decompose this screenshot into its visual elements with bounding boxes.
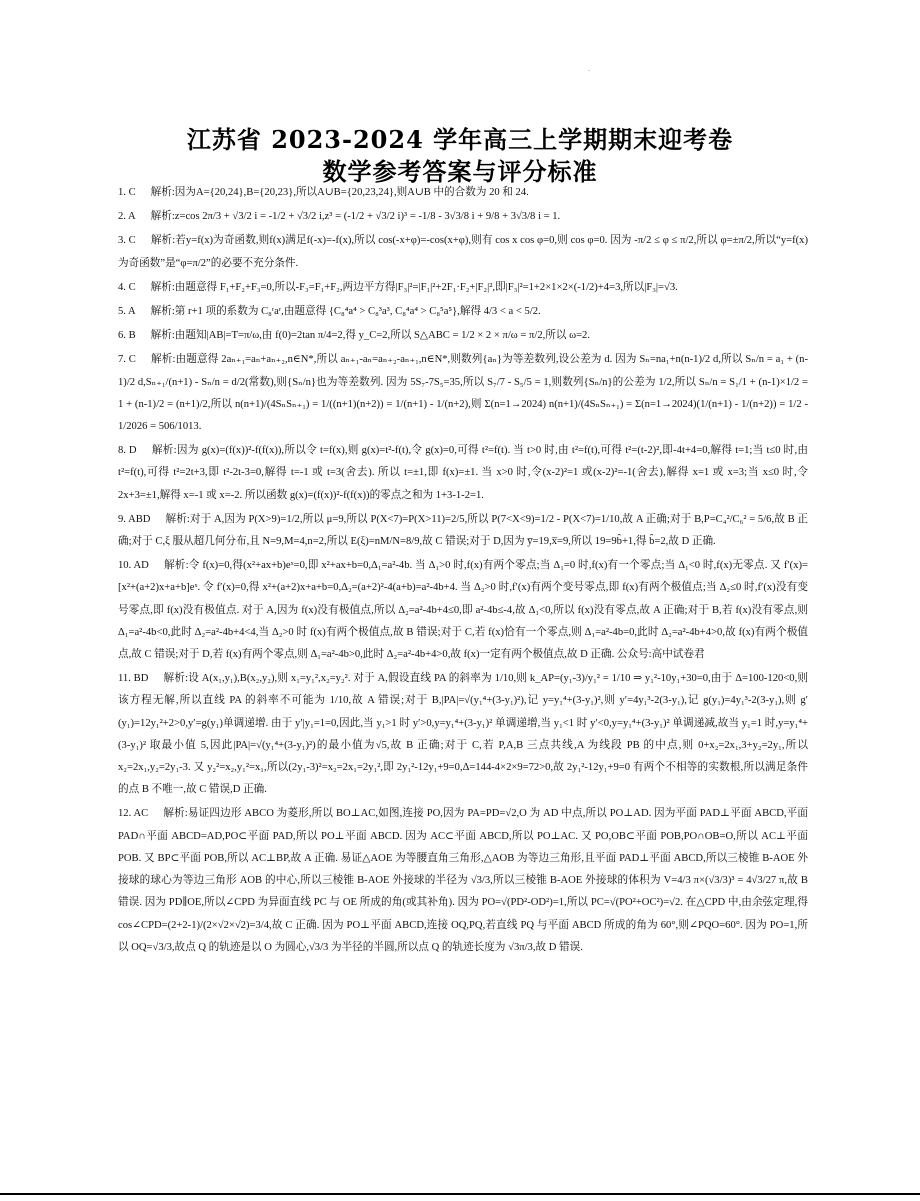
answer-number: 2. A <box>118 211 136 223</box>
answer-number: 12. AC <box>118 808 149 820</box>
document-title: 江苏省 2023-2024 学年高三上学期期末迎考卷 <box>186 125 734 154</box>
answer-item-1 <box>118 182 808 204</box>
document-subtitle: 数学参考答案与评分标准 <box>322 157 598 186</box>
answer-number: 11. BD <box>118 673 149 685</box>
answer-explanation: 解析:对于 A,因为 P(X>9)=1/2,所以 μ=9,所以 P(X<7)=P(X>11)=2/5,所以 P(7<X<9)=1/2 - P(X<7)=1/10,故 A 正确;对于 B,P=C₄²/C₆² = 5/6,故 B 正确;对于 C,ξ 服从超几何分布,且 N=9,M=4,n=2,所以 E(ξ)=nM/N=8/9,故 C 错误;对于 D,因为 y̅=19,x̅=9,所以 19=9b̂+1,得 b̂=2,故 D 正确. <box>118 513 808 548</box>
answer-number: 6. B <box>118 330 136 342</box>
answer-explanation: 解析:设 A(x₁,y₁),B(x₂,y₂),则 x₁=y₁²,x₂=y₂². 对于 A,假设直线 PA 的斜率为 1/10,则 k_AP=(y₁-3)/y₁² = 1/10 ⇒ y₁²-10y₁+30=0,由于 Δ=100-120<0,则该方程无解,所以直线 PA 的斜率不可能为 1/10,故 A 错误;对于 B,|PA|=√(y₁⁴+(3-y₁)²),记 y=y₁⁴+(3-y₁)²,则 y′=4y₁³-2(3-y₁),记 g(y₁)=4y₁³-2(3-y₁),则 g′(y₁)=12y₁²+2>0,y′=g(y₁)单调递增. 由于 y′|y₁=1=0,因此,当 y₁>1 时 y′>0,y=y₁⁴+(3-y₁)² 单调递增,当 y₁<1 时 y′<0,y=y₁⁴+(3-y₁)² 单调递减,故当 y₁=1 时,y=y₁⁴+(3-y₁)² 取最小值 5,因此|PA|=√(y₁⁴+(3-y₁)²)的最小值为√5,故 B 正确;对于 C,若 P,A,B 三点共线,A 为线段 PB 的中点,则 0+x₂=2x₁,3+y₂=2y₁,所以 x₂=2x₁,y₂=2y₁-3. 又 y₂²=x₂,y₁²=x₁,所以(2y₁-3)²=x₂=2x₁=2y₁²,即 2y₁²-12y₁+9=0,Δ=144-4×2×9=72>0,故 2y₁²-12y₁+9=0 有两个不相等的实数根,所以满足条件的点 B 不唯一,故 C 错误,D 正确. <box>118 673 808 796</box>
answer-item-4 <box>118 277 808 299</box>
bottom-divider <box>0 1193 920 1195</box>
answer-item-10 <box>118 555 808 666</box>
answer-explanation: 解析:易证四边形 ABCO 为菱形,所以 BO⊥AC,如图,连接 PO,因为 PA=PD=√2,O 为 AD 中点,所以 PO⊥AD. 因为平面 PAD⊥平面 ABCD,平面 PAD∩平面 ABCD=AD,PO⊂平面 PAD,所以 PO⊥平面 ABCD. 因为 AC⊂平面 ABCD,所以 PO⊥AC. 又 PO,OB⊂平面 POB,PO∩OB=O,所以 AC⊥平面 POB. 又 BP⊂平面 POB,所以 AC⊥BP,故 A 正确. 易证△AOE 为等腰直角三角形,△AOB 为等边三角形,且平面 PAD⊥平面 ABCD,所以三棱锥 B-AOE 外接球的球心为等边三角形 AOB 的中心,所以三棱锥 B-AOE 外接球的半径为 √3/3,所以三棱锥 B-AOE 外接球的体积为 V=4/3 π×(√3/3)³ = 4√3/27 π,故 B 错误. 因为 PD∥OE,所以∠CPD 为异面直线 PC 与 OE 所成的角(或其补角). 因为 PO=√(PD²-OD²)=1,所以 PC=√(PO²+OC²)=√2. 在△CPD 中,由余弦定理,得 cos∠CPD=(2+2-1)/(2×√2×√2)=3/4,故 C 正确. 因为 PO⊥平面 ABCD,连接 OQ,PQ,若直线 PQ 与平面 ABCD 所成的角为 60°,则∠PQO=60°. 因为 PO=1,所以 OQ=√3/3,故点 Q 的轨迹是以 O 为圆心,√3/3 为半径的半圆,所以点 Q 的轨迹长度为 √3π/3,故 D 错误. <box>118 808 808 953</box>
answer-list <box>118 182 808 959</box>
answer-explanation: 解析:第 r+1 项的系数为 C₈ʳaʳ,由题意得 {C₈⁴a⁴ > C₈³a³, C₈⁴a⁴ > C₈⁵a⁵},解得 4/3 < a < 5/2. <box>150 306 541 318</box>
answer-item-12 <box>118 803 808 958</box>
answer-number: 9. ABD <box>118 513 151 525</box>
answer-item-6 <box>118 325 808 347</box>
answer-item-7 <box>118 349 808 438</box>
answer-number: 5. A <box>118 306 136 318</box>
answer-explanation: 解析:因为A={20,24},B={20,23},所以A∪B={20,23,24},则A∪B 中的合数为 20 和 24. <box>150 187 529 198</box>
answer-number: 8. D <box>118 445 137 457</box>
answer-item-2 <box>118 206 808 228</box>
page-dot: . <box>588 66 590 73</box>
answer-number: 1. C <box>118 187 136 198</box>
answer-explanation: 解析:由题知|AB|=T=π/ω,由 f(0)=2tan π/4=2,得 y_C=2,所以 S△ABC = 1/2 × 2 × π/ω = π/2,所以 ω=2. <box>150 330 590 342</box>
answer-explanation: 解析:由题意得 2aₙ₊₁=aₙ+aₙ₊₂,n∈N*,所以 aₙ₊₁-aₙ=aₙ₊₂-aₙ₊₁,n∈N*,则数列{aₙ}为等差数列,设公差为 d. 因为 Sₙ=na₁+n(n-1)/2 d,所以 Sₙ/n = a₁ + (n-1)/2 d,Sₙ₊₁/(n+1) - Sₙ/n = d/2(常数),则{Sₙ/n}也为等差数列. 因为 5S₇-7S₅=35,所以 S₇/7 - S₅/5 = 1,则数列{Sₙ/n}的公差为 1/2,所以 Sₙ/n = S₁/1 + (n-1)×1/2 = 1 + (n-1)/2 = (n+1)/2,所以 n(n+1)/(4SₙSₙ₊₁) = 1/((n+1)(n+2)) = 1/(n+1) - 1/(n+2),则 Σ(n=1→2024) n(n+1)/(4SₙSₙ₊₁) = Σ(n=1→2024)(1/(n+1) - 1/(n+2)) = 1/2 - 1/2026 = 506/1013. <box>118 354 808 433</box>
answer-item-11 <box>118 668 808 801</box>
answer-explanation: 解析:令 f(x)=0,得(x²+ax+b)eˣ=0,即 x²+ax+b=0,Δ₁=a²-4b. 当 Δ₁>0 时,f(x)有两个零点;当 Δ₁=0 时,f(x)有一个零点;当 Δ₁<0 时,f(x)无零点. 又 f′(x)=[x²+(a+2)x+a+b]eˣ. 令 f′(x)=0,得 x²+(a+2)x+a+b=0,Δ₂=(a+2)²-4(a+b)=a²-4b+4. 当 Δ₂>0 时,f′(x)有两个变号零点,即 f(x)有两个极值点;当 Δ₂≤0 时,f′(x)没有变号零点,即 f(x)没有极值点. 对于 A,因为 f(x)没有极值点,所以 Δ₂=a²-4b+4≤0,即 a²-4b≤-4,故 Δ₁<0,所以 f(x)没有零点,故 A 正确;对于 B,若 f(x)没有零点,则 Δ₁=a²-4b<0,此时 Δ₂=a²-4b+4<4,当 Δ₂>0 时 f(x)有两个极值点,故 B 错误;对于 C,若 f(x)恰有一个零点,则 Δ₁=a²-4b=0,此时 Δ₂=a²-4b+4>0,故 f(x)有两个极值点,故 C 错误;对于 D,若 f(x)有两个零点,则 Δ₁=a²-4b>0,此时 Δ₂=a²-4b+4>0,故 f(x)一定有两个极值点,故 D 正确. 公众号:高中试卷君 <box>118 560 808 661</box>
answer-number: 10. AD <box>118 560 149 572</box>
answer-explanation: 解析:由题意得 F₁+F₂+F₃=0,所以-F₃=F₁+F₂,两边平方得|F₃|²=|F₁|²+2F₁·F₂+|F₂|²,即|F₃|²=1+2×1×2×(-1/2)+4=3,所以|F₃|=√3. <box>150 281 678 293</box>
answer-item-8 <box>118 440 808 507</box>
answer-number: 4. C <box>118 281 136 293</box>
answer-item-5 <box>118 301 808 323</box>
answer-number: 7. C <box>118 354 136 366</box>
answer-explanation: 解析:z=cos 2π/3 + √3/2 i = -1/2 + √3/2 i,z³ = (-1/2 + √3/2 i)³ = -1/8 - 3√3/8 i + 9/8 + 3√3/8 i = 1. <box>150 211 561 223</box>
answer-number: 3. C <box>118 235 136 247</box>
answer-explanation: 解析:因为 g(x)=(f(x))²-f(f(x)),所以令 t=f(x),则 g(x)=t²-f(t),令 g(x)=0,可得 t²=f(t). 当 t>0 时,由 t²=f(t),可得 t²=(t-2)²,即-4t+4=0,解得 t=1;当 t≤0 时,由 t²=f(t),可得 t²=2t+3,即 t²-2t-3=0,解得 t=-1 或 t=3(舍去). 所以 t=±1,即 f(x)=±1. 当 x>0 时,令(x-2)²=1 或(x-2)²=-1(舍去),解得 x=1 或 x=3;当 x≤0 时,令 2x+3=±1,解得 x=-1 或 x=-2. 所以函数 g(x)=(f(x))²-f(f(x))的零点之和为 1+3-1-2=1. <box>118 445 809 501</box>
answer-item-9 <box>118 509 808 553</box>
answer-item-3 <box>118 230 808 274</box>
answer-explanation: 解析:若y=f(x)为奇函数,则f(x)满足f(-x)=-f(x),所以 cos(-x+φ)=-cos(x+φ),则有 cos x cos φ=0,则 cos φ=0. 因为 -π/2 ≤ φ ≤ π/2,所以 φ=±π/2,所以“y=f(x)为奇函数”是“φ=π/2”的必要不充分条件. <box>118 235 808 269</box>
